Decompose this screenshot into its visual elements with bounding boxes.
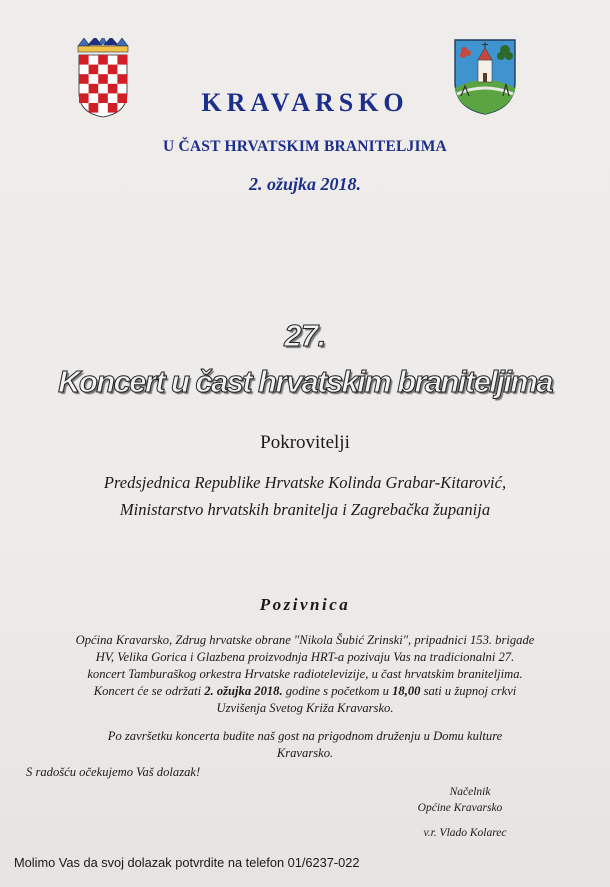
invitation-line-6: Po završetku koncerta budite naš gost na prigodnom druženju u Domu kulture — [107, 729, 503, 743]
sponsor-line-2: Ministarstvo hrvatskih branitelja i Zagrebačka županija — [119, 500, 491, 519]
concert-date-bold: 2. ožujka 2018. — [204, 684, 283, 698]
greeting: S radošću očekujemo Vaš dolazak! — [26, 765, 201, 779]
event-date: 2. ožujka 2018. — [248, 174, 362, 194]
signature-role-2: Općine Kravarsko — [417, 802, 503, 814]
invitation-line-2: HV, Velika Gorica i Glazbena proizvodnja HRT-a pozivaju Vas na tradicionalni 27. — [95, 650, 515, 664]
town-title: KRAVARSKO — [201, 88, 409, 117]
signature-name: v.r. Vlado Kolarec — [423, 827, 507, 839]
signature-role-1: Načelnik — [449, 786, 491, 798]
invitation-line-4-b: godine s početkom u — [282, 684, 393, 698]
concert-title: Koncert u čast hrvatskim braniteljima — [58, 364, 552, 399]
invitation-line-4 — [0, 684, 610, 699]
invitation-line-4-c: sati u župnoj crkvi — [420, 684, 517, 698]
concert-time-bold: 18,00 — [392, 684, 421, 698]
invitation-line-4-a: Koncert će se održati — [93, 684, 205, 698]
sponsors-heading: Pokrovitelji — [260, 432, 350, 453]
invitation-line-3: koncert Tamburaškog orkestra Hrvatske radiotelevizije, u čast hrvatskim braniteljima. — [87, 667, 523, 681]
invitation-line-5: Uzvišenja Svetog Križa Kravarsko. — [216, 701, 394, 715]
sponsor-line-1: Predsjednica Republike Hrvatske Kolinda Grabar-Kitarović, — [103, 473, 507, 492]
concert-number: 27. — [284, 318, 326, 353]
invitation-line-7: Kravarsko. — [276, 746, 334, 760]
honor-subtitle: U ČAST HRVATSKIM BRANITELJIMA — [163, 138, 447, 155]
invitation-heading: Pozivnica — [259, 595, 351, 614]
rsvp-footer: Molimo Vas da svoj dolazak potvrdite na telefon 01/6237-022 — [14, 855, 360, 870]
invitation-line-1: Općina Kravarsko, Zdrug hrvatske obrane "Nikola Šubić Zrinski", pripadnici 153. brigade — [75, 633, 535, 647]
